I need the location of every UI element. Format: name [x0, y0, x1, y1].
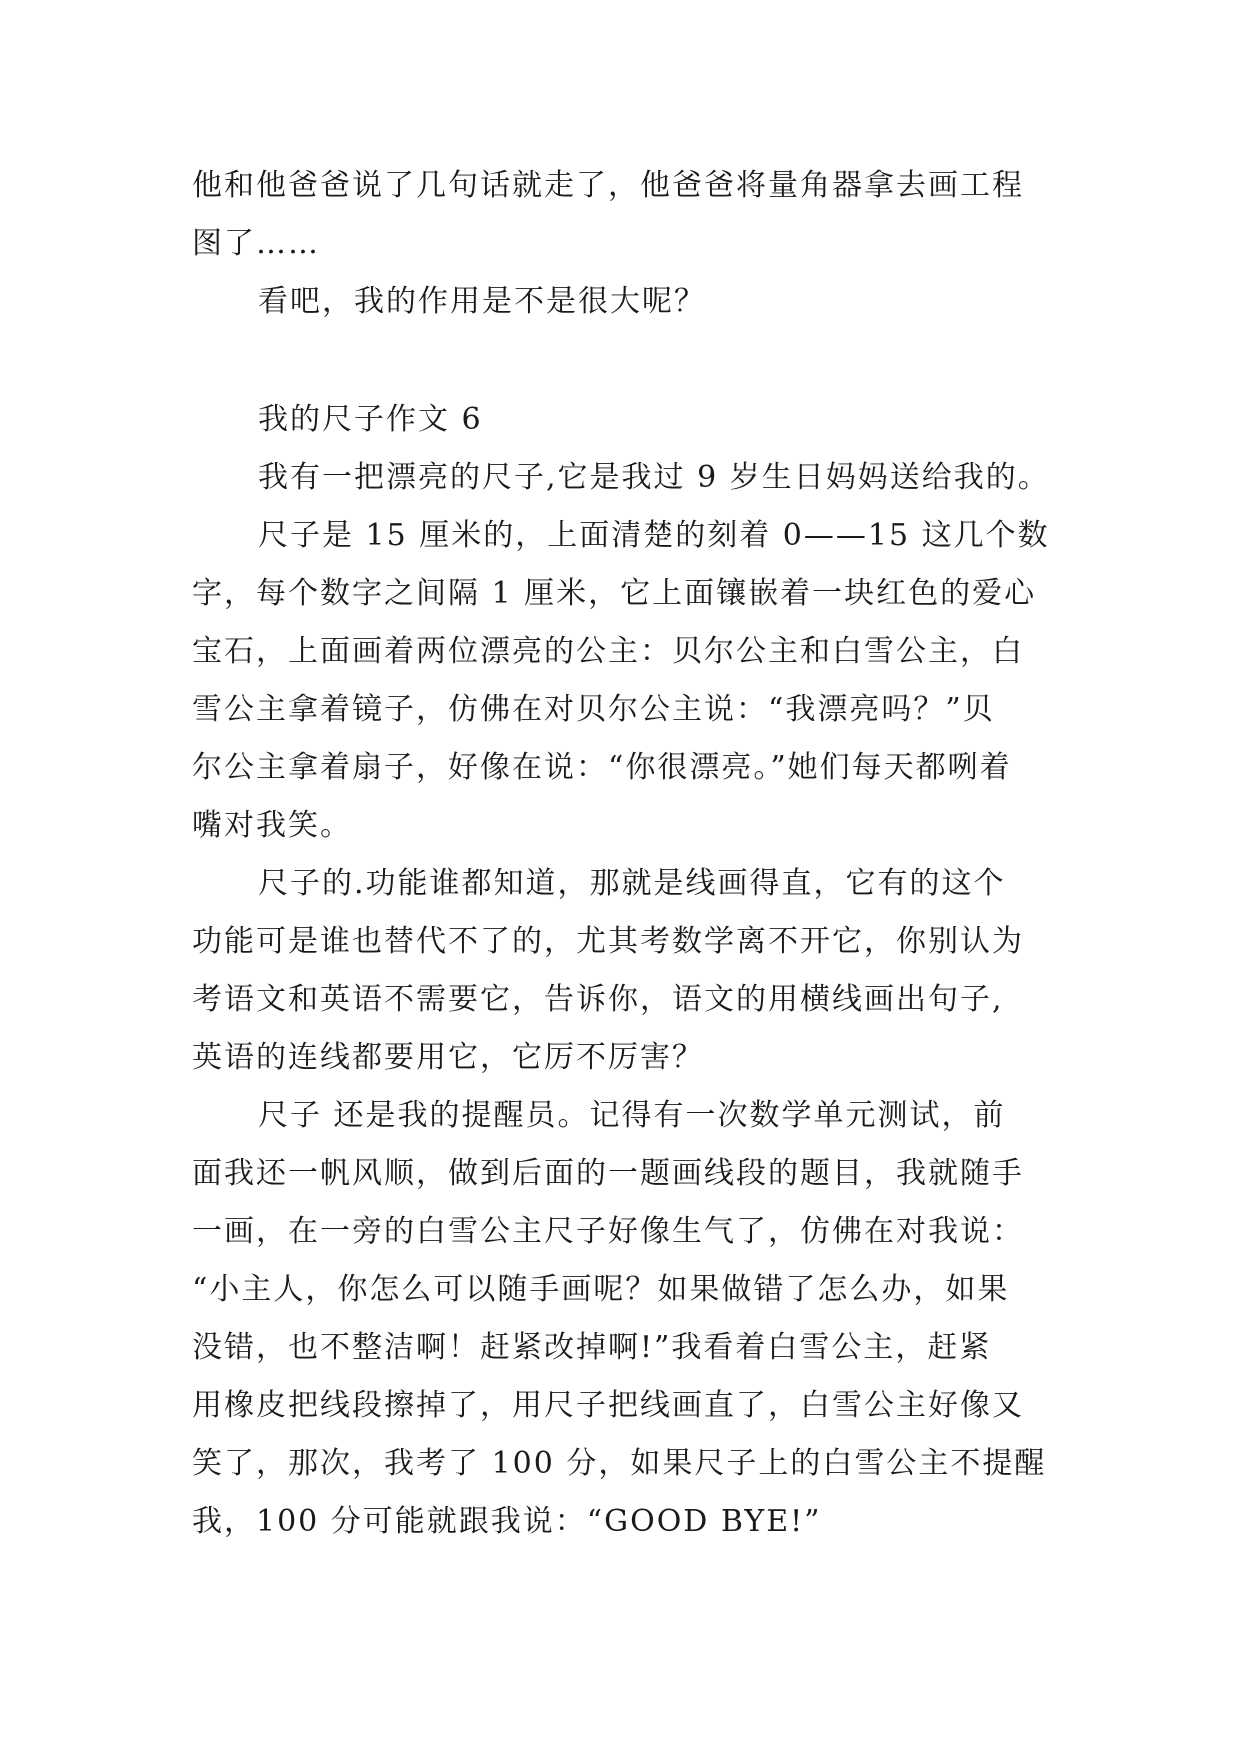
text-line: “小主人，你怎么可以随手画呢？如果做错了怎么办，如果: [192, 1272, 1010, 1307]
text-line: 尺子 还是我的提醒员。记得有一次数学单元测试，前: [258, 1098, 1006, 1133]
text-line: 用橡皮把线段擦掉了，用尺子把线画直了，白雪公主好像又: [192, 1388, 1024, 1423]
text-line: 没错，也不整洁啊！赶紧改掉啊!”我看着白雪公主，赶紧: [192, 1330, 992, 1365]
text-line: 我有一把漂亮的尺子,它是我过 9 岁生日妈妈送给我的。: [258, 460, 1050, 495]
text-line: 雪公主拿着镜子，仿佛在对贝尔公主说：“我漂亮吗？”贝: [192, 692, 995, 727]
text-line: 宝石，上面画着两位漂亮的公主：贝尔公主和白雪公主，白: [192, 634, 1024, 669]
text-line: 他和他爸爸说了几句话就走了，他爸爸将量角器拿去画工程: [192, 168, 1024, 203]
text-line: 尔公主拿着扇子，好像在说：“你很漂亮。”她们每天都咧着: [192, 750, 1012, 785]
text-line: 面我还一帆风顺，做到后面的一题画线段的题目，我就随手: [192, 1156, 1024, 1191]
text-line: 图了……: [192, 226, 320, 261]
text-line: 英语的连线都要用它，它厉不厉害？: [192, 1040, 704, 1075]
text-line: 一画，在一旁的白雪公主尺子好像生气了，仿佛在对我说：: [192, 1214, 1024, 1249]
text-line: 字，每个数字之间隔 1 厘米，它上面镶嵌着一块红色的爱心: [192, 576, 1037, 611]
section-heading: 我的尺子作文 6: [258, 402, 483, 437]
text-line: 功能可是谁也替代不了的，尤其考数学离不开它，你别认为: [192, 924, 1024, 959]
text-line: 尺子是 15 厘米的，上面清楚的刻着 0——15 这几个数: [258, 518, 1050, 553]
text-line: 嘴对我笑。: [192, 808, 352, 843]
text-line: 尺子的.功能谁都知道，那就是线画得直，它有的这个: [258, 866, 1006, 901]
text-line: 考语文和英语不需要它，告诉你，语文的用横线画出句子,: [192, 982, 1004, 1017]
text-line: 我，100 分可能就跟我说：“GOOD BYE!”: [192, 1504, 822, 1539]
text-line: 看吧，我的作用是不是很大呢？: [258, 284, 706, 319]
text-line: 笑了，那次，我考了 100 分，如果尺子上的白雪公主不提醒: [192, 1446, 1047, 1481]
